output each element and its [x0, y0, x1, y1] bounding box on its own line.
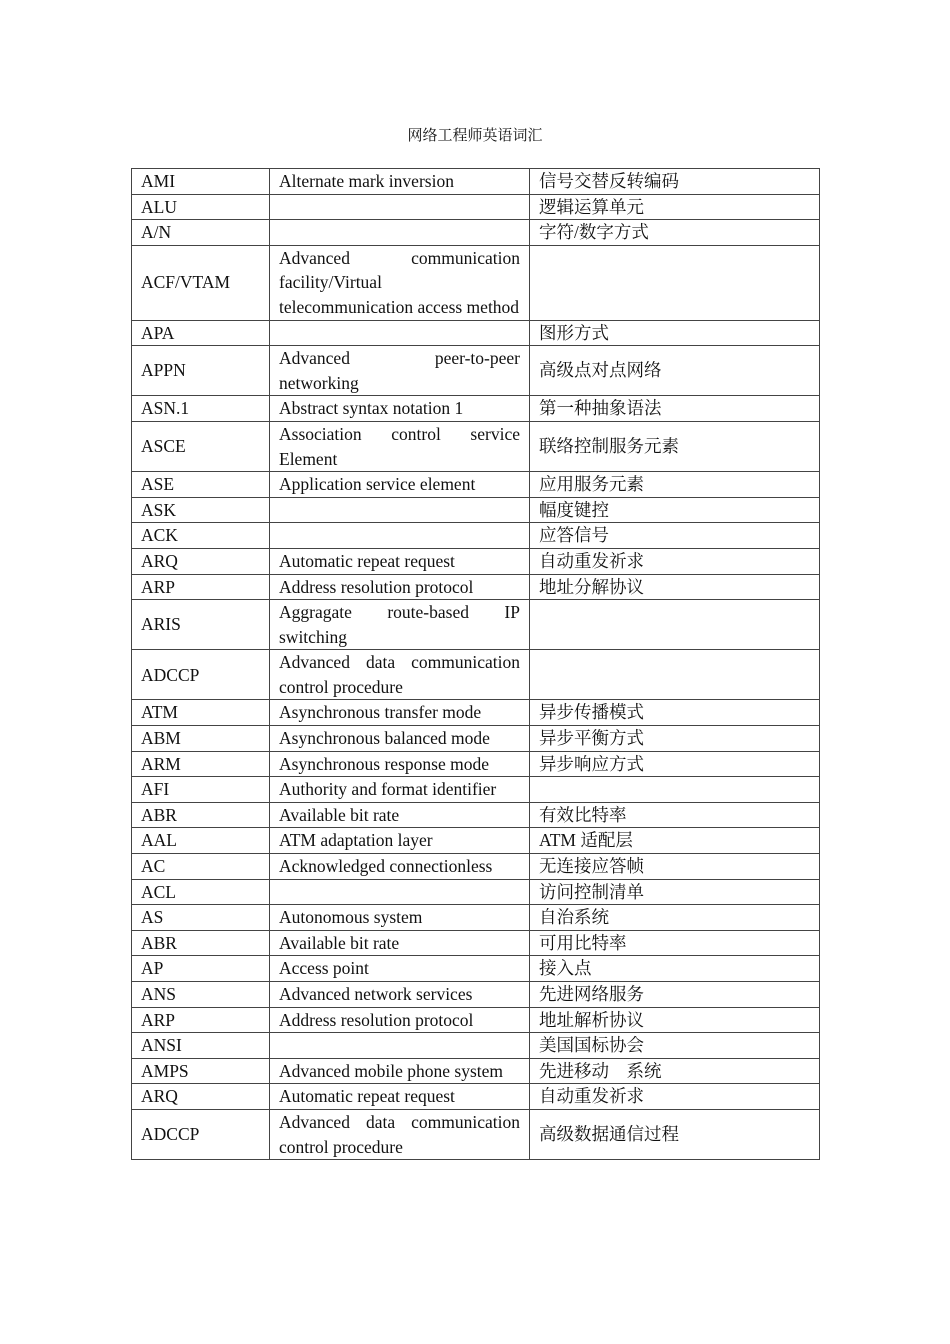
english-term-cell — [270, 194, 530, 220]
table-row — [132, 600, 820, 650]
abbreviation-cell: ACL — [132, 879, 270, 905]
english-term-cell: Abstract syntax notation 1 — [270, 396, 530, 422]
abbreviation-cell: ANS — [132, 982, 270, 1008]
table-row — [132, 421, 820, 471]
english-term-cell: ATM adaptation layer — [270, 828, 530, 854]
english-term-cell — [270, 879, 530, 905]
english-term-cell: Advanced data communication control procedure — [270, 650, 530, 700]
chinese-term-cell: ATM 适配层 — [530, 828, 820, 854]
english-term-cell: Alternate mark inversion — [270, 169, 530, 195]
abbreviation-cell: ALU — [132, 194, 270, 220]
table-row — [132, 1109, 820, 1159]
abbreviation-cell: ATM — [132, 700, 270, 726]
table-row — [132, 828, 820, 854]
abbreviation-cell: AP — [132, 956, 270, 982]
abbreviation-cell: ARQ — [132, 1084, 270, 1110]
english-term-cell: Authority and format identifier — [270, 777, 530, 803]
english-term-cell: Available bit rate — [270, 802, 530, 828]
chinese-term-cell: 自治系统 — [530, 905, 820, 931]
english-term-cell: Advanced peer-to-peer networking — [270, 346, 530, 396]
chinese-term-cell: 有效比特率 — [530, 802, 820, 828]
table-row — [132, 879, 820, 905]
chinese-term-cell: 异步传播模式 — [530, 700, 820, 726]
chinese-term-cell: 异步响应方式 — [530, 751, 820, 777]
table-row — [132, 472, 820, 498]
table-row — [132, 346, 820, 396]
english-term-cell — [270, 320, 530, 346]
english-term-cell: Acknowledged connectionless — [270, 854, 530, 880]
abbreviation-cell: ASCE — [132, 421, 270, 471]
table-row — [132, 245, 820, 320]
abbreviation-cell: AAL — [132, 828, 270, 854]
english-term-cell: Available bit rate — [270, 930, 530, 956]
chinese-term-cell: 美国国标协会 — [530, 1033, 820, 1059]
abbreviation-cell: A/N — [132, 220, 270, 246]
english-term-cell: Access point — [270, 956, 530, 982]
abbreviation-cell: ARQ — [132, 548, 270, 574]
chinese-term-cell: 自动重发祈求 — [530, 1084, 820, 1110]
chinese-term-cell: 字符/数字方式 — [530, 220, 820, 246]
abbreviation-cell: ACK — [132, 523, 270, 549]
table-row — [132, 956, 820, 982]
english-term-cell: Asynchronous transfer mode — [270, 700, 530, 726]
table-row — [132, 396, 820, 422]
chinese-term-cell: 无连接应答帧 — [530, 854, 820, 880]
chinese-term-cell: 应答信号 — [530, 523, 820, 549]
chinese-term-cell: 接入点 — [530, 956, 820, 982]
table-row — [132, 320, 820, 346]
chinese-term-cell — [530, 600, 820, 650]
chinese-term-cell: 逻辑运算单元 — [530, 194, 820, 220]
vocabulary-table-body — [132, 169, 820, 1160]
table-row — [132, 802, 820, 828]
table-row — [132, 548, 820, 574]
abbreviation-cell: ABR — [132, 930, 270, 956]
table-row — [132, 574, 820, 600]
english-term-cell: Advanced data communication control procedure — [270, 1109, 530, 1159]
table-row — [132, 982, 820, 1008]
table-row — [132, 930, 820, 956]
abbreviation-cell: ASK — [132, 497, 270, 523]
english-term-cell — [270, 220, 530, 246]
table-row — [132, 523, 820, 549]
abbreviation-cell: AMPS — [132, 1058, 270, 1084]
english-term-cell: Application service element — [270, 472, 530, 498]
chinese-term-cell: 高级点对点网络 — [530, 346, 820, 396]
english-term-cell: Advanced mobile phone system — [270, 1058, 530, 1084]
abbreviation-cell: ASE — [132, 472, 270, 498]
chinese-term-cell: 幅度键控 — [530, 497, 820, 523]
chinese-term-cell: 应用服务元素 — [530, 472, 820, 498]
english-term-cell: Address resolution protocol — [270, 574, 530, 600]
abbreviation-cell: ARIS — [132, 600, 270, 650]
table-row — [132, 854, 820, 880]
chinese-term-cell — [530, 777, 820, 803]
english-term-cell: Automatic repeat request — [270, 548, 530, 574]
english-term-cell — [270, 1033, 530, 1059]
chinese-term-cell: 第一种抽象语法 — [530, 396, 820, 422]
table-row — [132, 905, 820, 931]
abbreviation-cell: ARP — [132, 1007, 270, 1033]
chinese-term-cell — [530, 245, 820, 320]
chinese-term-cell: 先进网络服务 — [530, 982, 820, 1008]
table-row — [132, 220, 820, 246]
abbreviation-cell: ACF/VTAM — [132, 245, 270, 320]
chinese-term-cell: 地址解析协议 — [530, 1007, 820, 1033]
chinese-term-cell: 先进移动 系统 — [530, 1058, 820, 1084]
abbreviation-cell: APPN — [132, 346, 270, 396]
english-term-cell: Asynchronous response mode — [270, 751, 530, 777]
abbreviation-cell: ARM — [132, 751, 270, 777]
english-term-cell: Aggragate route-based IP switching — [270, 600, 530, 650]
table-row — [132, 169, 820, 195]
abbreviation-cell: ASN.1 — [132, 396, 270, 422]
table-row — [132, 700, 820, 726]
english-term-cell: Autonomous system — [270, 905, 530, 931]
abbreviation-cell: ABM — [132, 726, 270, 752]
abbreviation-cell: ADCCP — [132, 650, 270, 700]
chinese-term-cell — [530, 650, 820, 700]
vocabulary-table — [131, 168, 820, 1160]
chinese-term-cell: 地址分解协议 — [530, 574, 820, 600]
english-term-cell: Asynchronous balanced mode — [270, 726, 530, 752]
abbreviation-cell: ADCCP — [132, 1109, 270, 1159]
english-term-cell: Address resolution protocol — [270, 1007, 530, 1033]
english-term-cell: Association control service Element — [270, 421, 530, 471]
chinese-term-cell: 图形方式 — [530, 320, 820, 346]
abbreviation-cell: ANSI — [132, 1033, 270, 1059]
table-row — [132, 1007, 820, 1033]
english-term-cell: Advanced communication facility/Virtual telecommunication access method — [270, 245, 530, 320]
table-row — [132, 777, 820, 803]
abbreviation-cell: AC — [132, 854, 270, 880]
abbreviation-cell: ABR — [132, 802, 270, 828]
abbreviation-cell: AMI — [132, 169, 270, 195]
abbreviation-cell: ARP — [132, 574, 270, 600]
english-term-cell: Automatic repeat request — [270, 1084, 530, 1110]
chinese-term-cell: 访问控制清单 — [530, 879, 820, 905]
table-row — [132, 751, 820, 777]
english-term-cell — [270, 497, 530, 523]
chinese-term-cell: 信号交替反转编码 — [530, 169, 820, 195]
chinese-term-cell: 高级数据通信过程 — [530, 1109, 820, 1159]
table-row — [132, 497, 820, 523]
chinese-term-cell: 自动重发祈求 — [530, 548, 820, 574]
abbreviation-cell: APA — [132, 320, 270, 346]
chinese-term-cell: 异步平衡方式 — [530, 726, 820, 752]
english-term-cell: Advanced network services — [270, 982, 530, 1008]
page-title: 网络工程师英语词汇 — [407, 128, 543, 144]
table-row — [132, 1058, 820, 1084]
table-row — [132, 650, 820, 700]
english-term-cell — [270, 523, 530, 549]
table-row — [132, 1033, 820, 1059]
chinese-term-cell: 联络控制服务元素 — [530, 421, 820, 471]
abbreviation-cell: AS — [132, 905, 270, 931]
chinese-term-cell: 可用比特率 — [530, 930, 820, 956]
table-row — [132, 726, 820, 752]
abbreviation-cell: AFI — [132, 777, 270, 803]
table-row — [132, 194, 820, 220]
table-row — [132, 1084, 820, 1110]
